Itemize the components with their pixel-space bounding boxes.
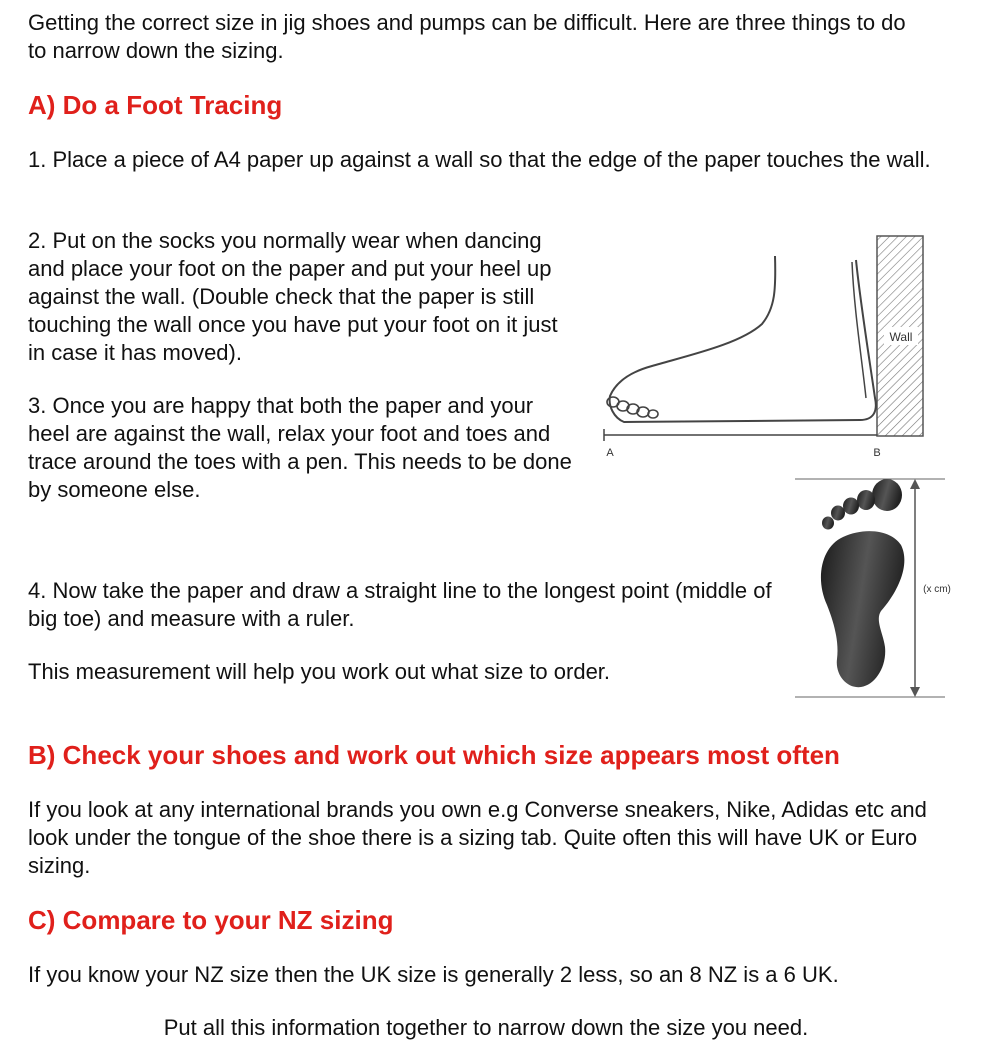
step-1-text: 1. Place a piece of A4 paper up against a wall so that the edge of the paper touches the wall. (28, 147, 931, 172)
footprint-toes (822, 479, 902, 530)
footprint-illustration (795, 475, 995, 705)
foot-outline (610, 256, 876, 422)
foot-side-illustration (590, 230, 950, 470)
section-b-body: If you look at any international brands you own e.g Converse sneakers, Nike, Adidas etc and look under the tongue of the shoe there is a sizing tab. Quite often this will have UK or Euro sizing. (28, 797, 927, 878)
section-c-body: If you know your NZ size then the UK size is generally 2 less, so an 8 NZ is a 6 UK. (28, 962, 839, 987)
measurement-note: This measurement will help you work out what size to order. (28, 659, 611, 684)
step-3-text: 3. Once you are happy that both the paper and your heel are against the wall, relax your foot and toes and trace around the toes with a pen. This needs to be done by someone else. (28, 393, 572, 502)
section-b-heading: B) Check your shoes and work out which size appears most often (28, 740, 840, 770)
point-a-label: A (606, 447, 614, 459)
intro-text: Getting the correct size in jig shoes and pumps can be difficult. Here are three things to do to narrow down the sizing. (28, 10, 906, 63)
length-label: (x cm) (923, 584, 951, 595)
section-c-heading: C) Compare to your NZ sizing (28, 905, 394, 935)
wall-label: Wall (889, 330, 913, 344)
closing-text: Put all this information together to narrow down the size you need. (163, 1015, 809, 1040)
point-b-label: B (873, 447, 881, 459)
step-2-text: 2. Put on the socks you normally wear when dancing and place your foot on the paper and put your heel up against the wall. (Double check that the paper is still touching the wall once you have put your foot on it just in case it has moved). (28, 228, 558, 365)
section-a-heading: A) Do a Foot Tracing (28, 90, 283, 120)
footprint-sole (821, 531, 904, 687)
step-4-text: 4. Now take the paper and draw a straight line to the longest point (middle of big toe) and measure with a ruler. (28, 578, 772, 631)
